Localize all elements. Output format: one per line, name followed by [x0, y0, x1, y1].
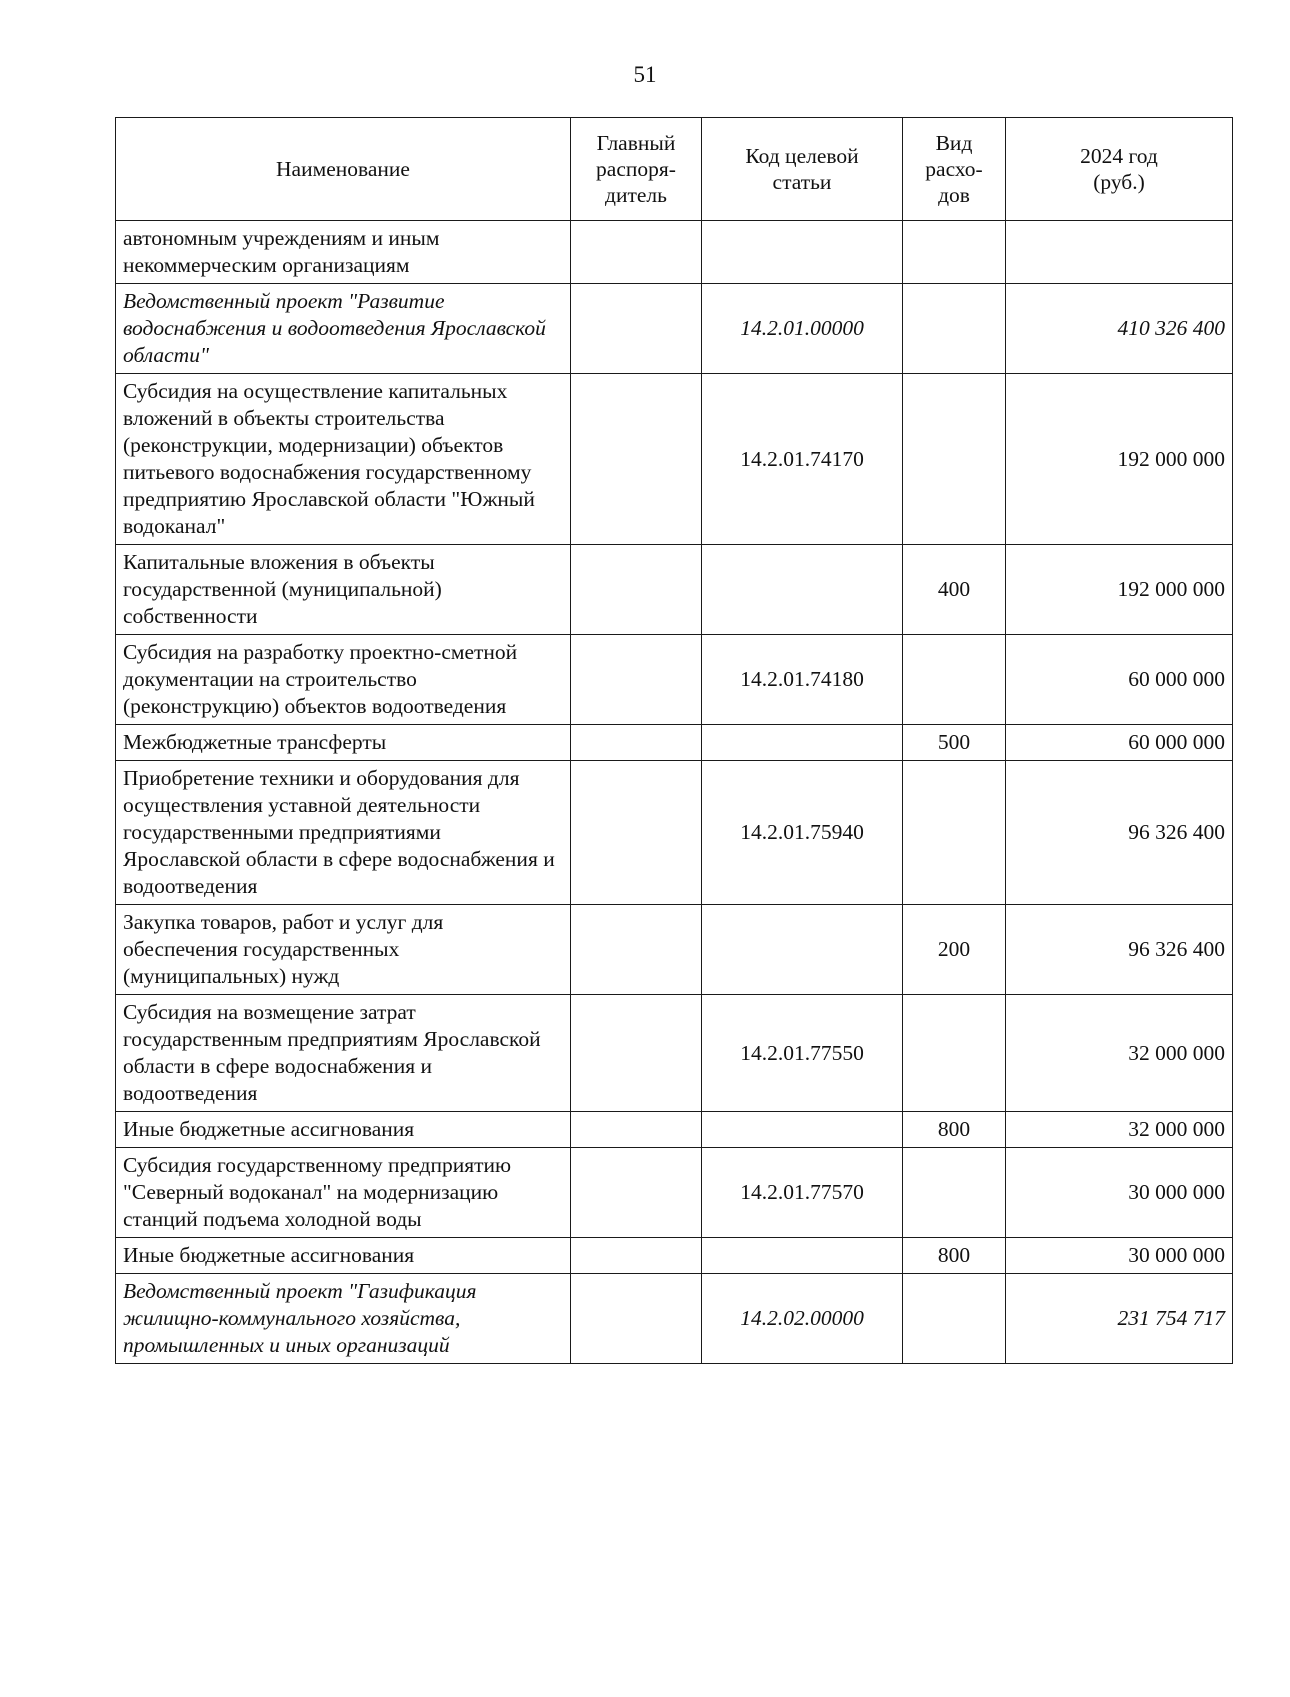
cell-code: [702, 725, 903, 761]
table-row: [116, 374, 1233, 545]
table-body: [116, 221, 1233, 1364]
table-row: [116, 545, 1233, 635]
table-row: [116, 284, 1233, 374]
cell-name: Приобретение техники и оборудования для осуществления уставной деятельности государственными предприятиями Ярославской области в сфере водоснабжения и водоотведения: [116, 761, 571, 905]
cell-amount: [1006, 221, 1233, 284]
column-header-type: Вид расхо- дов: [903, 118, 1006, 221]
cell-type: 500: [903, 725, 1006, 761]
table-row: [116, 1112, 1233, 1148]
cell-admin: [571, 995, 702, 1112]
cell-type: [903, 761, 1006, 905]
cell-code: 14.2.01.00000: [702, 284, 903, 374]
table-row: [116, 1148, 1233, 1238]
cell-amount: 231 754 717: [1006, 1274, 1233, 1364]
cell-amount: 192 000 000: [1006, 374, 1233, 545]
cell-admin: [571, 221, 702, 284]
cell-admin: [571, 761, 702, 905]
budget-table: [115, 117, 1233, 1364]
cell-admin: [571, 725, 702, 761]
cell-name: Иные бюджетные ассигнования: [116, 1238, 571, 1274]
cell-name: Субсидия на осуществление капитальных вложений в объекты строительства (реконструкции, модернизации) объектов питьевого водоснабжения государственному предприятию Ярославской области "Южный водоканал": [116, 374, 571, 545]
cell-amount: 192 000 000: [1006, 545, 1233, 635]
cell-name: Межбюджетные трансферты: [116, 725, 571, 761]
column-header-amount: 2024 год (руб.): [1006, 118, 1233, 221]
cell-type: [903, 1148, 1006, 1238]
cell-admin: [571, 374, 702, 545]
cell-code: 14.2.02.00000: [702, 1274, 903, 1364]
cell-name: Субсидия государственному предприятию "Северный водоканал" на модернизацию станций подъема холодной воды: [116, 1148, 571, 1238]
cell-admin: [571, 1112, 702, 1148]
cell-amount: 30 000 000: [1006, 1148, 1233, 1238]
cell-code: [702, 1112, 903, 1148]
cell-type: [903, 221, 1006, 284]
cell-code: 14.2.01.74170: [702, 374, 903, 545]
cell-name: Ведомственный проект "Газификация жилищно-коммунального хозяйства, промышленных и иных организаций: [116, 1274, 571, 1364]
cell-amount: 60 000 000: [1006, 725, 1233, 761]
cell-type: 200: [903, 905, 1006, 995]
cell-type: [903, 1274, 1006, 1364]
column-header-name: Наименование: [116, 118, 571, 221]
table-header-row: [116, 118, 1233, 221]
cell-type: 800: [903, 1238, 1006, 1274]
cell-type: [903, 635, 1006, 725]
table-row: [116, 221, 1233, 284]
column-header-admin: Главный распоря- дитель: [571, 118, 702, 221]
cell-amount: 410 326 400: [1006, 284, 1233, 374]
cell-code: 14.2.01.75940: [702, 761, 903, 905]
cell-code: 14.2.01.77550: [702, 995, 903, 1112]
cell-code: 14.2.01.77570: [702, 1148, 903, 1238]
cell-admin: [571, 545, 702, 635]
cell-name: Капитальные вложения в объекты государственной (муниципальной) собственности: [116, 545, 571, 635]
cell-name: Субсидия на разработку проектно-сметной документации на строительство (реконструкцию) объектов водоотведения: [116, 635, 571, 725]
cell-type: [903, 284, 1006, 374]
cell-name: Иные бюджетные ассигнования: [116, 1112, 571, 1148]
cell-name: Ведомственный проект "Развитие водоснабжения и водоотведения Ярославской области": [116, 284, 571, 374]
cell-amount: 30 000 000: [1006, 1238, 1233, 1274]
cell-code: [702, 905, 903, 995]
cell-code: [702, 221, 903, 284]
table-row: [116, 1274, 1233, 1364]
column-header-code: Код целевой статьи: [702, 118, 903, 221]
cell-type: [903, 374, 1006, 545]
cell-name: Субсидия на возмещение затрат государственным предприятиям Ярославской области в сфере водоснабжения и водоотведения: [116, 995, 571, 1112]
cell-admin: [571, 1238, 702, 1274]
page-number: 51: [633, 62, 657, 87]
cell-admin: [571, 905, 702, 995]
cell-amount: 32 000 000: [1006, 995, 1233, 1112]
table-row: [116, 995, 1233, 1112]
cell-amount: 96 326 400: [1006, 905, 1233, 995]
cell-type: 400: [903, 545, 1006, 635]
cell-amount: 32 000 000: [1006, 1112, 1233, 1148]
cell-amount: 96 326 400: [1006, 761, 1233, 905]
cell-code: [702, 545, 903, 635]
cell-code: [702, 1238, 903, 1274]
table-row: [116, 1238, 1233, 1274]
cell-admin: [571, 635, 702, 725]
cell-admin: [571, 284, 702, 374]
cell-amount: 60 000 000: [1006, 635, 1233, 725]
table-row: [116, 761, 1233, 905]
cell-type: [903, 995, 1006, 1112]
table-row: [116, 725, 1233, 761]
cell-admin: [571, 1148, 702, 1238]
cell-admin: [571, 1274, 702, 1364]
cell-name: Закупка товаров, работ и услуг для обеспечения государственных (муниципальных) нужд: [116, 905, 571, 995]
table-row: [116, 635, 1233, 725]
cell-name: автономным учреждениям и иным некоммерческим организациям: [116, 221, 571, 284]
cell-code: 14.2.01.74180: [702, 635, 903, 725]
cell-type: 800: [903, 1112, 1006, 1148]
table-row: [116, 905, 1233, 995]
